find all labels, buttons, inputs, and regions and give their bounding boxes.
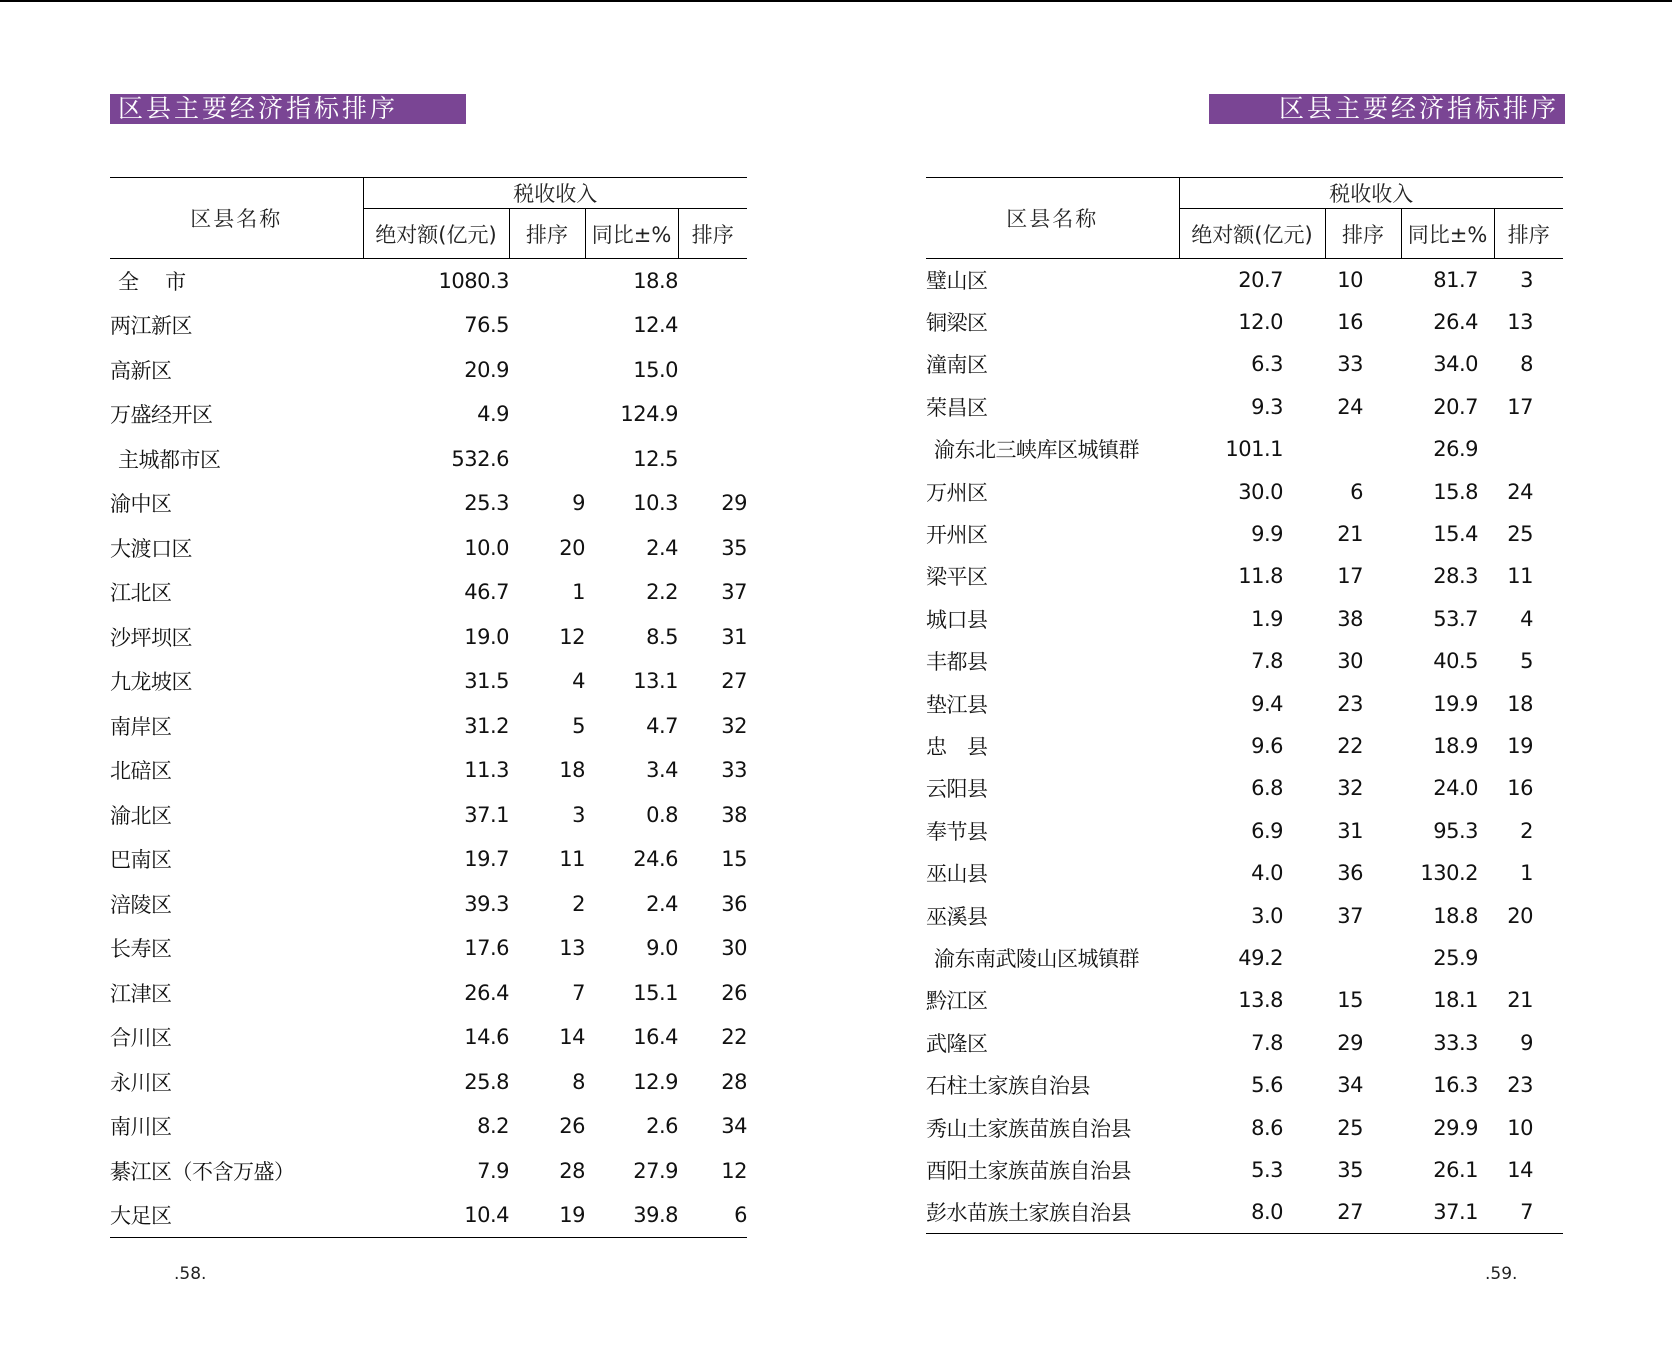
growth-rank-cell: 26: [721, 980, 747, 1005]
yoy-growth-cell: 25.9: [1433, 945, 1478, 970]
district-name-cell: 渝东南武陵山区城镇群: [934, 946, 1139, 971]
header-district-name: 区县名称: [110, 178, 363, 259]
yoy-growth-cell: 20.7: [1433, 394, 1478, 419]
yoy-growth-cell: 18.9: [1433, 733, 1478, 758]
table-row: [926, 1106, 1563, 1148]
tax-rank-cell: 2: [572, 891, 585, 916]
tax-rank-cell: 23: [1337, 691, 1363, 716]
table-row: [926, 1149, 1563, 1191]
yoy-growth-cell: 26.9: [1433, 437, 1478, 462]
yoy-growth-cell: 34.0: [1433, 352, 1478, 377]
page-title: 区县主要经济指标排序: [110, 94, 466, 124]
district-name-cell: 万州区: [926, 480, 988, 505]
page-title: 区县主要经济指标排序: [1209, 94, 1565, 124]
table-row: [926, 598, 1563, 640]
header-district-name: 区县名称: [926, 178, 1179, 259]
growth-rank-cell: 4: [1520, 606, 1533, 631]
tax-rank-cell: 5: [572, 713, 585, 738]
district-name-cell: 沙坪坝区: [110, 625, 192, 650]
table-row: [110, 526, 747, 571]
tax-amount-cell: 9.3: [1251, 394, 1283, 419]
page-number: .58.: [174, 1264, 207, 1284]
tax-amount-cell: 101.1: [1225, 437, 1283, 462]
table-row: [110, 303, 747, 348]
table-row: [110, 392, 747, 437]
growth-rank-cell: 32: [721, 713, 747, 738]
tax-rank-cell: [509, 392, 585, 437]
district-name-cell: 主城都市区: [118, 447, 221, 472]
district-name-cell: 梁平区: [926, 565, 988, 590]
tax-revenue-table-left: [110, 177, 747, 1238]
header-tax-revenue: 税收收入: [1179, 178, 1563, 209]
district-name-cell: 江津区: [110, 981, 172, 1006]
tax-amount-cell: 11.8: [1238, 564, 1283, 589]
table-row: [110, 837, 747, 882]
growth-rank-cell: 38: [721, 802, 747, 827]
table-row: [110, 704, 747, 749]
district-name-cell: 全 市: [118, 270, 186, 294]
yoy-growth-cell: 28.3: [1433, 564, 1478, 589]
growth-rank-cell: 20: [1507, 903, 1533, 928]
district-name-cell: 北碚区: [110, 759, 172, 784]
tax-amount-cell: 19.7: [464, 847, 509, 872]
tax-amount-cell: 1080.3: [438, 269, 509, 293]
growth-rank-cell: 18: [1507, 691, 1533, 716]
tax-rank-cell: [509, 259, 585, 304]
page-number: .59.: [1485, 1264, 1518, 1284]
tax-rank-cell: 18: [559, 758, 585, 783]
district-name-cell: 酉阳土家族苗族自治县: [926, 1158, 1131, 1183]
district-name-cell: 云阳县: [926, 777, 988, 802]
district-name-cell: 綦江区（不含万盛）: [110, 1159, 295, 1184]
district-name-cell: 高新区: [110, 358, 172, 383]
district-name-cell: 铜梁区: [926, 311, 988, 336]
tax-amount-cell: 9.4: [1251, 691, 1283, 716]
tax-amount-cell: 7.9: [477, 1158, 509, 1183]
district-name-cell: 渝北区: [110, 803, 172, 828]
tax-amount-cell: 6.3: [1251, 352, 1283, 377]
tax-rank-cell: 12: [559, 624, 585, 649]
growth-rank-cell: 30: [721, 936, 747, 961]
table-row: [110, 659, 747, 704]
tax-amount-cell: 31.2: [464, 713, 509, 738]
tax-amount-cell: 25.3: [464, 491, 509, 516]
tax-rank-cell: 14: [559, 1025, 585, 1050]
tax-rank-cell: [1325, 428, 1401, 470]
tax-amount-cell: 26.4: [464, 980, 509, 1005]
table-row: [110, 259, 747, 304]
tax-rank-cell: [509, 303, 585, 348]
right-page: [836, 0, 1672, 1353]
tax-amount-cell: 13.8: [1238, 988, 1283, 1013]
yoy-growth-cell: 12.5: [633, 446, 678, 471]
tax-amount-cell: 8.6: [1251, 1115, 1283, 1140]
district-name-cell: 石柱土家族自治县: [926, 1074, 1090, 1099]
table-row: [926, 767, 1563, 809]
tax-rank-cell: 28: [559, 1158, 585, 1183]
growth-rank-cell: 9: [1520, 1030, 1533, 1055]
header-amount: 绝对额(亿元): [1179, 209, 1325, 259]
yoy-growth-cell: 13.1: [633, 669, 678, 694]
table-row: [926, 979, 1563, 1021]
tax-rank-cell: 19: [509, 1193, 585, 1238]
district-name-cell: 城口县: [926, 607, 988, 632]
district-name-cell: 永川区: [110, 1070, 172, 1095]
district-name-cell: 荣昌区: [926, 395, 988, 420]
growth-rank-cell: 25: [1507, 522, 1533, 547]
tax-amount-cell: 76.5: [464, 313, 509, 338]
yoy-growth-cell: 4.7: [646, 713, 678, 738]
table-row: [926, 428, 1563, 470]
yoy-growth-cell: 3.4: [646, 758, 678, 783]
yoy-growth-cell: 16.4: [633, 1025, 678, 1050]
table-row: [926, 470, 1563, 512]
growth-rank-cell: 6: [678, 1193, 747, 1238]
table-row: [926, 343, 1563, 385]
tax-rank-cell: [509, 348, 585, 393]
growth-rank-cell: 16: [1507, 776, 1533, 801]
growth-rank-cell: 15: [721, 847, 747, 872]
header-rank-yoy: 排序: [1494, 209, 1563, 259]
tax-rank-cell: 9: [572, 491, 585, 516]
district-name-cell: 合川区: [110, 1026, 172, 1051]
district-name-cell: 长寿区: [110, 937, 172, 962]
tax-rank-cell: 25: [1337, 1115, 1363, 1140]
table-row: [926, 1064, 1563, 1106]
tax-rank-cell: 33: [1337, 352, 1363, 377]
district-name-cell: 九龙坡区: [110, 670, 192, 695]
yoy-growth-cell: 2.4: [646, 891, 678, 916]
table-row: [926, 894, 1563, 936]
growth-rank-cell: 8: [1520, 352, 1533, 377]
table-row: [110, 615, 747, 660]
tax-rank-cell: 37: [1337, 903, 1363, 928]
table-row: [110, 348, 747, 393]
tax-amount-cell: 9.6: [1251, 733, 1283, 758]
district-name-cell: 万盛经开区: [110, 403, 213, 428]
yoy-growth-cell: 0.8: [646, 802, 678, 827]
district-name-cell: 南川区: [110, 1115, 172, 1140]
table-row: [110, 481, 747, 526]
district-name-cell: 巫溪县: [926, 904, 988, 929]
yoy-growth-cell: 29.9: [1433, 1115, 1478, 1140]
tax-amount-cell: 1.9: [1251, 606, 1283, 631]
growth-rank-cell: 27: [721, 669, 747, 694]
table-row: [926, 1022, 1563, 1064]
district-name-cell: 巴南区: [110, 848, 172, 873]
table-row: [110, 1193, 747, 1238]
growth-rank-cell: 7: [1494, 1191, 1563, 1233]
district-name-cell: 大足区: [110, 1193, 363, 1238]
tax-amount-cell: 4.9: [477, 402, 509, 427]
tax-amount-cell: 3.0: [1251, 903, 1283, 928]
table-row: [110, 1104, 747, 1149]
tax-amount-cell: 4.0: [1251, 861, 1283, 886]
table-row: [926, 555, 1563, 597]
table-row: [926, 301, 1563, 343]
growth-rank-cell: 10: [1507, 1115, 1533, 1140]
tax-rank-cell: 32: [1337, 776, 1363, 801]
yoy-growth-cell: 16.3: [1433, 1073, 1478, 1098]
table-row: [110, 793, 747, 838]
growth-rank-cell: 36: [721, 891, 747, 916]
tax-amount-cell: 49.2: [1238, 945, 1283, 970]
yoy-growth-cell: 24.0: [1433, 776, 1478, 801]
growth-rank-cell: 17: [1507, 394, 1533, 419]
tax-amount-cell: 532.6: [451, 446, 509, 471]
tax-rank-cell: 7: [572, 980, 585, 1005]
tax-rank-cell: 30: [1337, 649, 1363, 674]
tax-amount-cell: 10.0: [464, 535, 509, 560]
tax-amount-cell: 46.7: [464, 580, 509, 605]
yoy-growth-cell: 53.7: [1433, 606, 1478, 631]
district-name-cell: 秀山土家族苗族自治县: [926, 1116, 1131, 1141]
tax-amount-cell: 19.0: [464, 624, 509, 649]
header-amount: 绝对额(亿元): [363, 209, 509, 259]
tax-rank-cell: 16: [1337, 310, 1363, 335]
district-name-cell: 黔江区: [926, 989, 988, 1014]
growth-rank-cell: 28: [721, 1069, 747, 1094]
yoy-growth-cell: 8.5: [646, 624, 678, 649]
district-name-cell: 巫山县: [926, 862, 988, 887]
yoy-growth-cell: 39.8: [585, 1193, 678, 1238]
tax-rank-cell: [1325, 937, 1401, 979]
tax-rank-cell: 1: [572, 580, 585, 605]
tax-amount-cell: 5.6: [1251, 1073, 1283, 1098]
table-row: [926, 725, 1563, 767]
yoy-growth-cell: 12.9: [633, 1069, 678, 1094]
district-name-cell: 两江新区: [110, 314, 192, 339]
table-body-left: [110, 259, 747, 1238]
district-name-cell: 大渡口区: [110, 536, 192, 561]
table-row: [926, 852, 1563, 894]
tax-amount-cell: 37.1: [464, 802, 509, 827]
growth-rank-cell: 37: [721, 580, 747, 605]
tax-rank-cell: 22: [1337, 733, 1363, 758]
tax-amount-cell: 6.8: [1251, 776, 1283, 801]
tax-rank-cell: 35: [1337, 1157, 1363, 1182]
growth-rank-cell: [678, 392, 747, 437]
header-rank: 排序: [1325, 209, 1401, 259]
tax-amount-cell: 20.9: [464, 357, 509, 382]
yoy-growth-cell: 2.2: [646, 580, 678, 605]
yoy-growth-cell: 10.3: [633, 491, 678, 516]
tax-rank-cell: 8: [572, 1069, 585, 1094]
yoy-growth-cell: 27.9: [633, 1158, 678, 1183]
yoy-growth-cell: 15.8: [1433, 479, 1478, 504]
tax-rank-cell: 3: [572, 802, 585, 827]
district-name-cell: 南岸区: [110, 714, 172, 739]
growth-rank-cell: [1494, 937, 1563, 979]
growth-rank-cell: 34: [721, 1114, 747, 1139]
tax-revenue-table-right: [926, 177, 1563, 1234]
tax-rank-cell: 17: [1337, 564, 1363, 589]
table-row: [926, 386, 1563, 428]
yoy-growth-cell: 130.2: [1420, 861, 1478, 886]
yoy-growth-cell: 2.4: [646, 535, 678, 560]
table-row: [110, 748, 747, 793]
growth-rank-cell: 29: [721, 491, 747, 516]
tax-amount-cell: 25.8: [464, 1069, 509, 1094]
tax-rank-cell: 6: [1350, 479, 1363, 504]
table-row: [926, 259, 1563, 301]
tax-amount-cell: 31.5: [464, 669, 509, 694]
yoy-growth-cell: 26.1: [1433, 1157, 1478, 1182]
growth-rank-cell: 35: [721, 535, 747, 560]
tax-amount-cell: 20.7: [1238, 267, 1283, 292]
tax-amount-cell: 12.0: [1238, 310, 1283, 335]
tax-rank-cell: 24: [1337, 394, 1363, 419]
district-name-cell: 涪陵区: [110, 892, 172, 917]
growth-rank-cell: 3: [1520, 267, 1533, 292]
table-row: [926, 1191, 1563, 1233]
growth-rank-cell: 2: [1520, 818, 1533, 843]
yoy-growth-cell: 15.0: [633, 357, 678, 382]
tax-rank-cell: [509, 437, 585, 482]
table-row: [110, 1060, 747, 1105]
yoy-growth-cell: 33.3: [1433, 1030, 1478, 1055]
district-name-cell: 武隆区: [926, 1031, 988, 1056]
tax-amount-cell: 5.3: [1251, 1157, 1283, 1182]
tax-rank-cell: 34: [1337, 1073, 1363, 1098]
district-name-cell: 奉节县: [926, 819, 988, 844]
tax-amount-cell: 11.3: [464, 758, 509, 783]
table-row: [110, 926, 747, 971]
header-yoy: 同比±%: [585, 209, 678, 259]
yoy-growth-cell: 24.6: [633, 847, 678, 872]
header-yoy: 同比±%: [1401, 209, 1494, 259]
table-row: [110, 882, 747, 927]
table-row: [926, 682, 1563, 724]
tax-amount-cell: 30.0: [1238, 479, 1283, 504]
table-row: [110, 971, 747, 1016]
yoy-growth-cell: 19.9: [1433, 691, 1478, 716]
district-name-cell: 垫江县: [926, 692, 988, 717]
growth-rank-cell: 1: [1520, 861, 1533, 886]
tax-rank-cell: 15: [1337, 988, 1363, 1013]
tax-rank-cell: 20: [559, 535, 585, 560]
district-name-cell: 忠 县: [926, 734, 988, 759]
growth-rank-cell: 5: [1520, 649, 1533, 674]
growth-rank-cell: 21: [1507, 988, 1533, 1013]
tax-amount-cell: 9.9: [1251, 522, 1283, 547]
growth-rank-cell: [678, 348, 747, 393]
yoy-growth-cell: 18.1: [1433, 988, 1478, 1013]
district-name-cell: 璧山区: [926, 268, 988, 293]
tax-amount-cell: 17.6: [464, 936, 509, 961]
table-body-right: [926, 259, 1563, 1234]
tax-amount-cell: 10.4: [363, 1193, 509, 1238]
tax-rank-cell: 36: [1337, 861, 1363, 886]
district-name-cell: 渝东北三峡库区城镇群: [934, 438, 1139, 463]
growth-rank-cell: 23: [1507, 1073, 1533, 1098]
header-tax-revenue: 税收收入: [363, 178, 747, 209]
growth-rank-cell: [678, 259, 747, 304]
district-name-cell: 江北区: [110, 581, 172, 606]
table-row: [926, 640, 1563, 682]
tax-rank-cell: 31: [1337, 818, 1363, 843]
yoy-growth-cell: 18.8: [1433, 903, 1478, 928]
growth-rank-cell: 14: [1507, 1157, 1533, 1182]
yoy-growth-cell: 15.4: [1433, 522, 1478, 547]
district-name-cell: 渝中区: [110, 492, 172, 517]
header-rank-yoy: 排序: [678, 209, 747, 259]
yoy-growth-cell: 37.1: [1401, 1191, 1494, 1233]
growth-rank-cell: 33: [721, 758, 747, 783]
district-name-cell: 开州区: [926, 523, 988, 548]
tax-amount-cell: 7.8: [1251, 1030, 1283, 1055]
table-row: [926, 810, 1563, 852]
growth-rank-cell: 22: [721, 1025, 747, 1050]
tax-rank-cell: 4: [572, 669, 585, 694]
growth-rank-cell: 24: [1507, 479, 1533, 504]
growth-rank-cell: [678, 437, 747, 482]
yoy-growth-cell: 9.0: [646, 936, 678, 961]
growth-rank-cell: 19: [1507, 733, 1533, 758]
growth-rank-cell: 31: [721, 624, 747, 649]
tax-amount-cell: 39.3: [464, 891, 509, 916]
growth-rank-cell: 11: [1507, 564, 1533, 589]
tax-rank-cell: 29: [1337, 1030, 1363, 1055]
header-rank: 排序: [509, 209, 585, 259]
tax-rank-cell: 11: [559, 847, 585, 872]
tax-amount-cell: 7.8: [1251, 649, 1283, 674]
yoy-growth-cell: 26.4: [1433, 310, 1478, 335]
table-row: [110, 1149, 747, 1194]
growth-rank-cell: 13: [1507, 310, 1533, 335]
yoy-growth-cell: 124.9: [620, 402, 678, 427]
yoy-growth-cell: 18.8: [633, 269, 678, 293]
tax-amount-cell: 14.6: [464, 1025, 509, 1050]
yoy-growth-cell: 40.5: [1433, 649, 1478, 674]
tax-rank-cell: 27: [1325, 1191, 1401, 1233]
district-name-cell: 潼南区: [926, 353, 988, 378]
table-row: [926, 513, 1563, 555]
district-name-cell: 丰都县: [926, 650, 988, 675]
yoy-growth-cell: 15.1: [633, 980, 678, 1005]
growth-rank-cell: [1494, 428, 1563, 470]
district-name-cell: 彭水苗族土家族自治县: [926, 1191, 1179, 1233]
table-row: [926, 937, 1563, 979]
tax-amount-cell: 6.9: [1251, 818, 1283, 843]
yoy-growth-cell: 81.7: [1433, 267, 1478, 292]
growth-rank-cell: 12: [721, 1158, 747, 1183]
tax-amount-cell: 8.0: [1179, 1191, 1325, 1233]
table-row: [110, 437, 747, 482]
tax-rank-cell: 21: [1337, 522, 1363, 547]
tax-rank-cell: 13: [559, 936, 585, 961]
tax-amount-cell: 8.2: [477, 1114, 509, 1139]
table-row: [110, 1015, 747, 1060]
tax-rank-cell: 38: [1337, 606, 1363, 631]
yoy-growth-cell: 2.6: [646, 1114, 678, 1139]
yoy-growth-cell: 95.3: [1433, 818, 1478, 843]
table-row: [110, 570, 747, 615]
tax-rank-cell: 10: [1337, 267, 1363, 292]
growth-rank-cell: [678, 303, 747, 348]
tax-rank-cell: 26: [559, 1114, 585, 1139]
yoy-growth-cell: 12.4: [633, 313, 678, 338]
